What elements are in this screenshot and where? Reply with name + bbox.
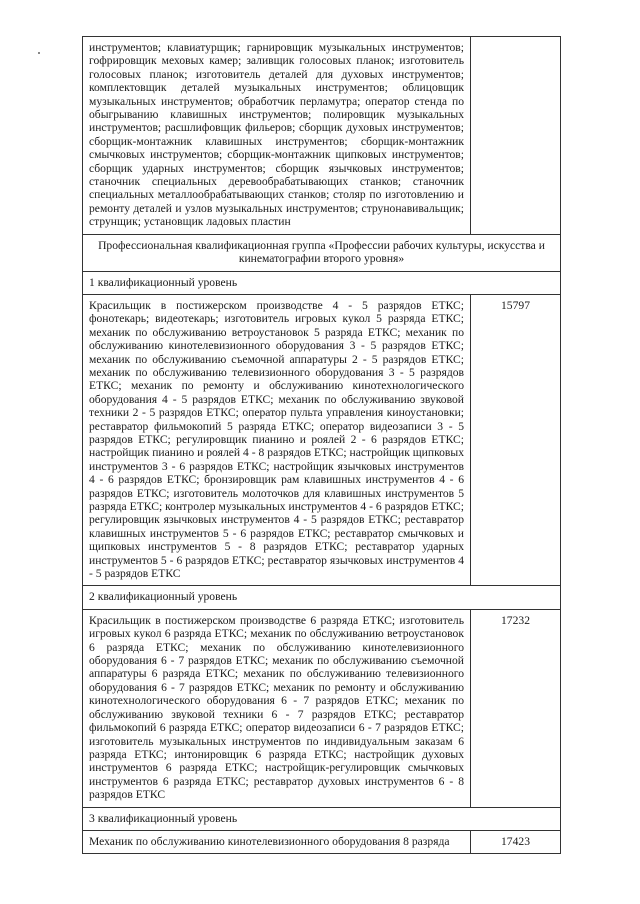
profession-list-cell: Механик по обслуживанию кинотелевизионного оборудования 8 разряда xyxy=(83,830,471,853)
qualification-level-title: 1 квалификационный уровень xyxy=(83,271,561,294)
table-row xyxy=(83,807,561,830)
scan-speck xyxy=(38,52,40,54)
qualification-level-title: 3 квалификационный уровень xyxy=(83,807,561,830)
salary-cell: 17232 xyxy=(471,609,561,807)
salary-cell xyxy=(471,37,561,235)
qualification-level-title: 2 квалификационный уровень xyxy=(83,586,561,609)
table-row xyxy=(83,294,561,586)
table-row xyxy=(83,609,561,807)
table-row xyxy=(83,234,561,271)
table-row xyxy=(83,830,561,853)
profession-list-cell: инструментов; клавиатурщик; гарнировщик музыкальных инструментов; гофрировщик меховых камер; заливщик голосовых планок; изготовитель голосовых планок; изготовитель деталей для духовых инструментов; комплектовщик деталей музыкальных инструментов; облицовщик музыкальных инструментов; обработчик перламутра; оператор стенда по обыгрыванию клавишных инструментов; полировщик музыкальных инструментов; расшлифовщик фильеров; сборщик духовых инструментов; сборщик-монтажник клавишных инструментов; сборщик-монтажник смычковых инструментов; сборщик-монтажник щипковых инструментов; сборщик ударных инструментов; сборщик язычковых инструментов; станочник специальных деревообрабатывающих станков; станочник специальных металлообрабатывающих станков; столяр по изготовлению и ремонту деталей и узлов музыкальных инструментов; струнонавивальщик; струнщик; установщик ладовых пластин xyxy=(83,37,471,235)
salary-table xyxy=(82,36,561,854)
salary-cell: 17423 xyxy=(471,830,561,853)
qualification-group-header: Профессиональная квалификационная группа «Профессии рабочих культуры, искусства и кинематографии второго уровня» xyxy=(83,234,561,271)
table-row xyxy=(83,37,561,235)
profession-list-cell: Красильщик в постижерском производстве 6 разряда ЕТКС; изготовитель игровых кукол 6 разряда ЕТКС; механик по обслуживанию ветроустановок 6 разряда ЕТКС; механик по обслуживанию кинотелевизионного оборудования 6 - 7 разрядов ЕТКС; механик по обслуживанию съемочной аппаратуры 6 разряда ЕТКС; механик по обслуживанию телевизионного оборудования 6 - 7 разрядов ЕТКС; механик по ремонту и обслуживанию кинотехнологического оборудования 6 - 7 разрядов ЕТКС; механик по обслуживанию звуковой техники 6 - 7 разрядов ЕТКС; реставратор фильмокопий 6 разряда ЕТКС; оператор видеозаписи 6 - 7 разрядов ЕТКС; изготовитель музыкальных инструментов по индивидуальным заказам 6 разряда ЕТКС; интонировщик 6 разряда ЕТКС; настройщик духовых инструментов 6 разряда ЕТКС; настройщик-регулировщик смычковых инструментов 6 разряда ЕТКС; реставратор духовых инструментов 6 - 8 разрядов ЕТКС xyxy=(83,609,471,807)
table-row xyxy=(83,586,561,609)
salary-cell: 15797 xyxy=(471,294,561,586)
table-row xyxy=(83,271,561,294)
profession-list-cell: Красильщик в постижерском производстве 4 - 5 разрядов ЕТКС; фонотекарь; видеотекарь; изготовитель игровых кукол 5 разряда ЕТКС; механик по обслуживанию ветроустановок 5 разряда ЕТКС; механик по обслуживанию кинотелевизионного оборудования 3 - 5 разрядов ЕТКС; механик по обслуживанию съемочной аппаратуры 2 - 5 разрядов ЕТКС; механик по обслуживанию телевизионного оборудования 3 - 5 разрядов ЕТКС; механик по ремонту и обслуживанию кинотехнологического оборудования 4 - 5 разрядов ЕТКС; механик по обслуживанию звуковой техники 2 - 5 разрядов ЕТКС; оператор пульта управления киноустановки; реставратор фильмокопий 5 разряда ЕТКС; оператор видеозаписи 3 - 5 разрядов ЕТКС; регулировщик пианино и роялей 2 - 6 разрядов ЕТКС; настройщик пианино и роялей 4 - 8 разрядов ЕТКС; настройщик щипковых инструментов 3 - 6 разрядов ЕТКС; настройщик язычковых инструментов 4 - 6 разрядов ЕТКС; бронзировщик рам клавишных инструментов 4 - 6 разрядов ЕТКС; изготовитель молоточков для клавишных инструментов 5 разряда ЕТКС; контролер музыкальных инструментов 4 - 6 разрядов ЕТКС; регулировщик язычковых инструментов 4 - 5 разрядов ЕТКС; реставратор клавишных инструментов 5 - 6 разрядов ЕТКС; реставратор смычковых и щипковых инструментов 5 - 8 разрядов ЕТКС; реставратор ударных инструментов 5 - 6 разрядов ЕТКС; реставратор язычковых инструментов 4 - 5 разрядов ЕТКС xyxy=(83,294,471,586)
